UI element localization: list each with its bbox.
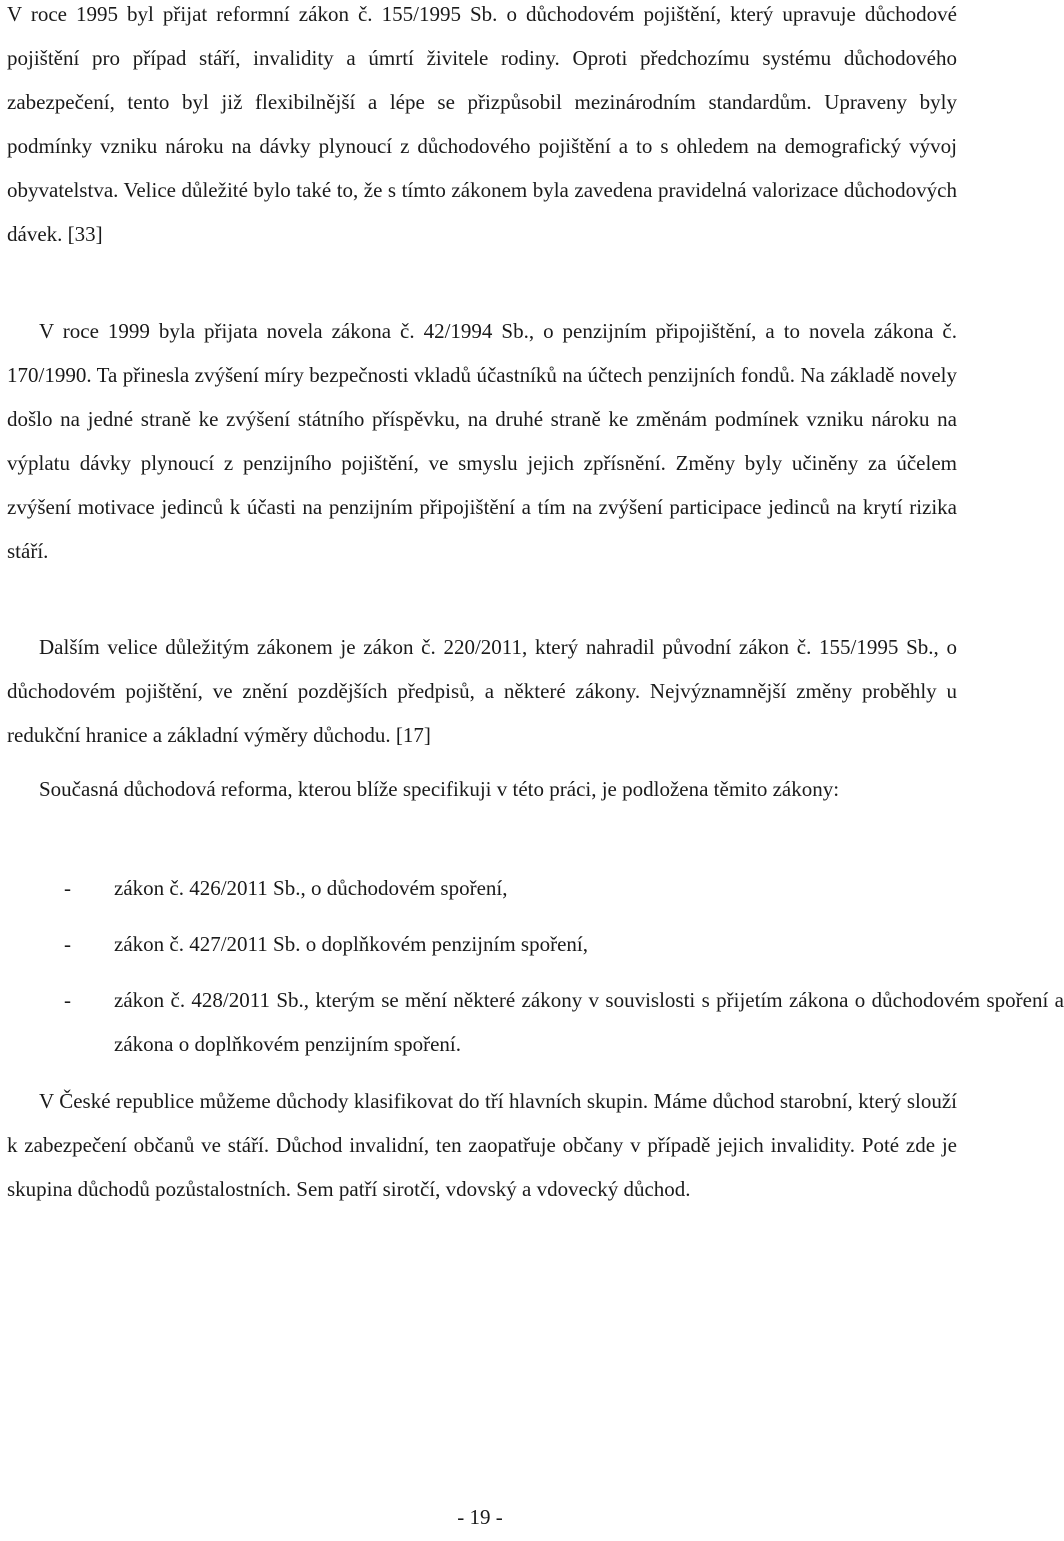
list-item-text: zákon č. 427/2011 Sb. o doplňkovém penzijním spoření, [114, 932, 588, 956]
page-number: - 19 - [457, 1505, 503, 1529]
paragraph-pension-types: V České republice můžeme důchody klasifikovat do tří hlavních skupin. Máme důchod starobní, který slouží k zabezpečení občanů ve stáří. Důchod invalidní, ten zaopatřuje občany v případě jejich invalidity. Poté zde je skupina důchodů pozůstalostních. Sem patří sirotčí, vdovský a vdovecký důchod. [7, 1089, 957, 1201]
paragraph-current-reform: Současná důchodová reforma, kterou blíže specifikuji v této práci, je podložena těmito zákony: [39, 777, 840, 801]
list-bullet: - [64, 876, 71, 900]
list-bullet: - [64, 988, 71, 1012]
list-item-text: zákon č. 428/2011 Sb., kterým se mění některé zákony v souvislosti s přijetím zákona o důchodovém spoření a zákona o doplňkovém penzijním spoření. [114, 988, 1064, 1056]
paragraph-1999-amendment: V roce 1999 byla přijata novela zákona č. 42/1994 Sb., o penzijním připojištění, a to novela zákona č. 170/1990. Ta přinesla zvýšení míry bezpečnosti vkladů účastníků na účtech penzijních fondů. Na základě novely došlo na jedné straně ke zvýšení státního příspěvku, na druhé straně ke změnám podmínek vzniku nároku na výplatu dávky plynoucí z penzijního pojištění, ve smyslu jejich zpřísnění. Změny byly učiněny za účelem zvýšení motivace jedinců k účasti na penzijním připojištění a tím na zvýšení participace jedinců na krytí rizika stáří. [7, 319, 957, 563]
list-item [7, 922, 1064, 966]
paragraph-2011-law: Dalším velice důležitým zákonem je zákon č. 220/2011, který nahradil původní zákon č. 155/1995 Sb., o důchodovém pojištění, ve znění pozdějších předpisů, a některé zákony. Nejvýznamnější změny proběhly u redukční hranice a základní výměry důchodu. [17] [7, 635, 957, 747]
paragraph-1995-reform: V roce 1995 byl přijat reformní zákon č. 155/1995 Sb. o důchodovém pojištění, který upravuje důchodové pojištění pro případ stáří, invalidity a úmrtí živitele rodiny. Oproti předchozímu systému důchodového zabezpečení, tento byl již flexibilnější a lépe se přizpůsobil mezinárodním standardům. Upraveny byly podmínky vzniku nároku na dávky plynoucí z důchodového pojištění a to s ohledem na demografický vývoj obyvatelstva. Velice důležité bylo také to, že s tímto zákonem byla zavedena pravidelná valorizace důchodových dávek. [33] [7, 2, 957, 246]
list-item [7, 978, 1064, 1066]
list-item-text: zákon č. 426/2011 Sb., o důchodovém spoření, [114, 876, 508, 900]
list-item [7, 866, 1064, 910]
list-bullet: - [64, 932, 71, 956]
